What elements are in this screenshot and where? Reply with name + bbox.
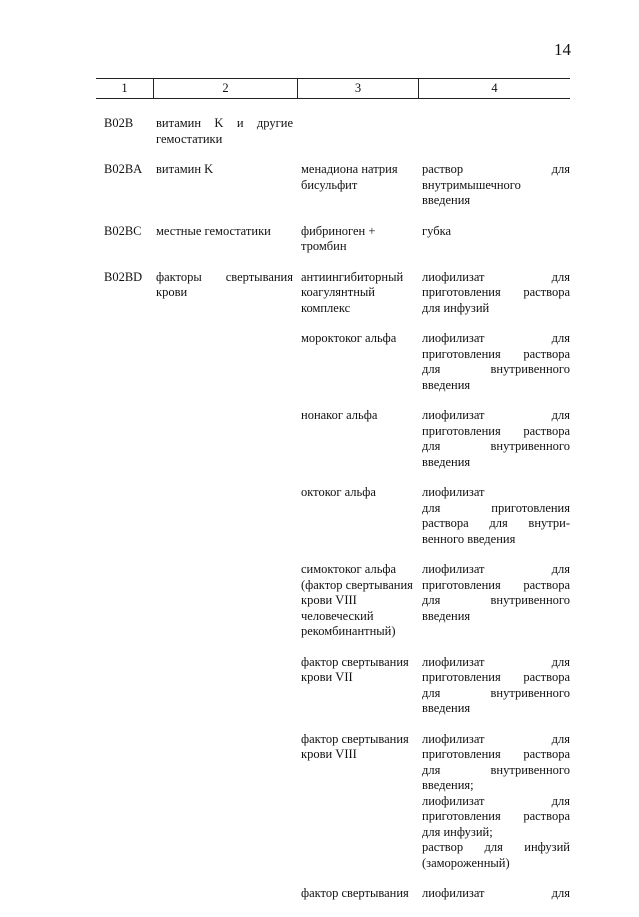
atc-group-name (153, 655, 297, 717)
dosage-form-line: лиофилизат для (422, 331, 570, 345)
dosage-form-line: для внутривенного (422, 762, 570, 777)
atc-group-name: факторы свертывания крови (156, 269, 293, 299)
dosage-form-line: приготовления раствора (422, 809, 570, 823)
atc-code (96, 886, 153, 902)
dosage-form-line: лиофилизат для (422, 562, 570, 576)
dosage-form (418, 331, 570, 393)
atc-group-name (153, 408, 297, 470)
substance-name: мороктоког альфа (301, 331, 397, 345)
atc-group-name: витамин K и другие гемостатики (156, 116, 293, 146)
substance-name: менадиона натрия бисульфит (301, 162, 398, 192)
dosage-form-line: введения (422, 454, 471, 469)
substance-name: антиингибиторный коагулянтный комплекс (301, 269, 404, 315)
substance-name (297, 116, 418, 147)
dosage-form (418, 886, 570, 902)
dosage-form-line: приготовления раствора (422, 285, 570, 299)
table-row (96, 162, 570, 209)
dosage-form-line: лиофилизат для (422, 793, 570, 808)
substance-name: нонаког альфа (301, 408, 378, 422)
dosage-form-line: для внутривенного (422, 439, 570, 453)
dosage-form (418, 562, 570, 640)
dosage-form-line: внутримышечного (422, 177, 521, 192)
substance-name: октоког альфа (301, 485, 376, 499)
dosage-form (418, 485, 570, 547)
table-row (96, 116, 570, 147)
atc-code (96, 562, 153, 640)
dosage-form-line: приготовления раствора (422, 346, 570, 361)
atc-code (96, 485, 153, 547)
table-row (96, 732, 570, 872)
dosage-form-line: раствора для внутри- (422, 516, 570, 530)
table-row (96, 655, 570, 717)
dosage-form-line: для внутривенного (422, 593, 570, 607)
dosage-form-line: лиофилизат для (422, 408, 570, 422)
substance-name: фактор свертывания крови VIII (301, 731, 409, 761)
dosage-form-line: для приготовления (422, 500, 570, 515)
atc-group-name (153, 732, 297, 872)
dosage-form-line: приготовления раствора (422, 577, 570, 592)
table-row (96, 331, 570, 393)
substance-name: фактор свертывания (301, 886, 409, 900)
column-header-4: 4 (418, 79, 570, 98)
dosage-form (418, 162, 570, 209)
atc-code: B02BC (104, 223, 142, 238)
atc-code (96, 408, 153, 470)
dosage-form-line: введения (422, 608, 471, 623)
dosage-form-line: раствор для инфузий (422, 840, 570, 854)
dosage-form-line: введения (422, 701, 471, 715)
dosage-form-line: (замороженный) (422, 855, 510, 870)
atc-group-name: витамин K (156, 162, 214, 176)
dosage-form (418, 655, 570, 717)
dosage-form-line: для инфузий; (422, 824, 493, 839)
dosage-form-line: введения; (422, 778, 474, 792)
dosage-form-line: лиофилизат (422, 485, 485, 499)
atc-code (96, 732, 153, 872)
column-header-3: 3 (297, 79, 418, 98)
dosage-form-line: для инфузий (422, 300, 490, 315)
table-row (96, 485, 570, 547)
dosage-form (418, 270, 570, 317)
dosage-form-line: приготовления раствора (422, 747, 570, 761)
dosage-form-line: для внутривенного (422, 362, 570, 376)
table-column-header (96, 78, 570, 99)
table-body (96, 116, 570, 917)
atc-group-name (153, 485, 297, 547)
table-row (96, 408, 570, 470)
dosage-form-line: лиофилизат для (422, 886, 570, 900)
atc-code: B02B (104, 116, 134, 130)
dosage-form-line: губка (422, 223, 452, 238)
table-row (96, 224, 570, 255)
table-row (96, 562, 570, 640)
dosage-form-line: раствор для (422, 162, 570, 176)
atc-code (96, 331, 153, 393)
page-number: 14 (554, 40, 571, 59)
atc-group-name (153, 886, 297, 902)
dosage-form (418, 224, 570, 255)
dosage-form-line: введения (422, 377, 471, 392)
dosage-form-line: введения (422, 193, 471, 207)
table-row (96, 270, 570, 317)
atc-group-name (153, 331, 297, 393)
dosage-form-line: венного введения (422, 531, 516, 546)
substance-name: фибриноген + тромбин (301, 223, 376, 253)
dosage-form-line: приготовления раствора (422, 670, 570, 684)
atc-group-name (153, 562, 297, 640)
column-header-2: 2 (153, 79, 297, 98)
dosage-form (418, 732, 570, 872)
atc-code (96, 655, 153, 717)
atc-code: B02BA (104, 162, 143, 176)
substance-name: фактор свертывания крови VII (301, 654, 409, 684)
dosage-form-line: лиофилизат для (422, 269, 570, 284)
table-row (96, 886, 570, 902)
atc-code: B02BD (104, 269, 143, 284)
dosage-form-line: лиофилизат для (422, 731, 570, 746)
column-header-1: 1 (121, 81, 128, 95)
dosage-form (418, 116, 570, 147)
dosage-form-line: лиофилизат для (422, 654, 570, 669)
dosage-form (418, 408, 570, 470)
atc-group-name: местные гемостатики (156, 223, 271, 238)
dosage-form-line: приготовления раствора (422, 423, 570, 438)
substance-name: симоктоког альфа (фактор свертывания крови VIII человеческий рекомбинантный) (301, 562, 413, 638)
dosage-form-line: для внутривенного (422, 685, 570, 700)
